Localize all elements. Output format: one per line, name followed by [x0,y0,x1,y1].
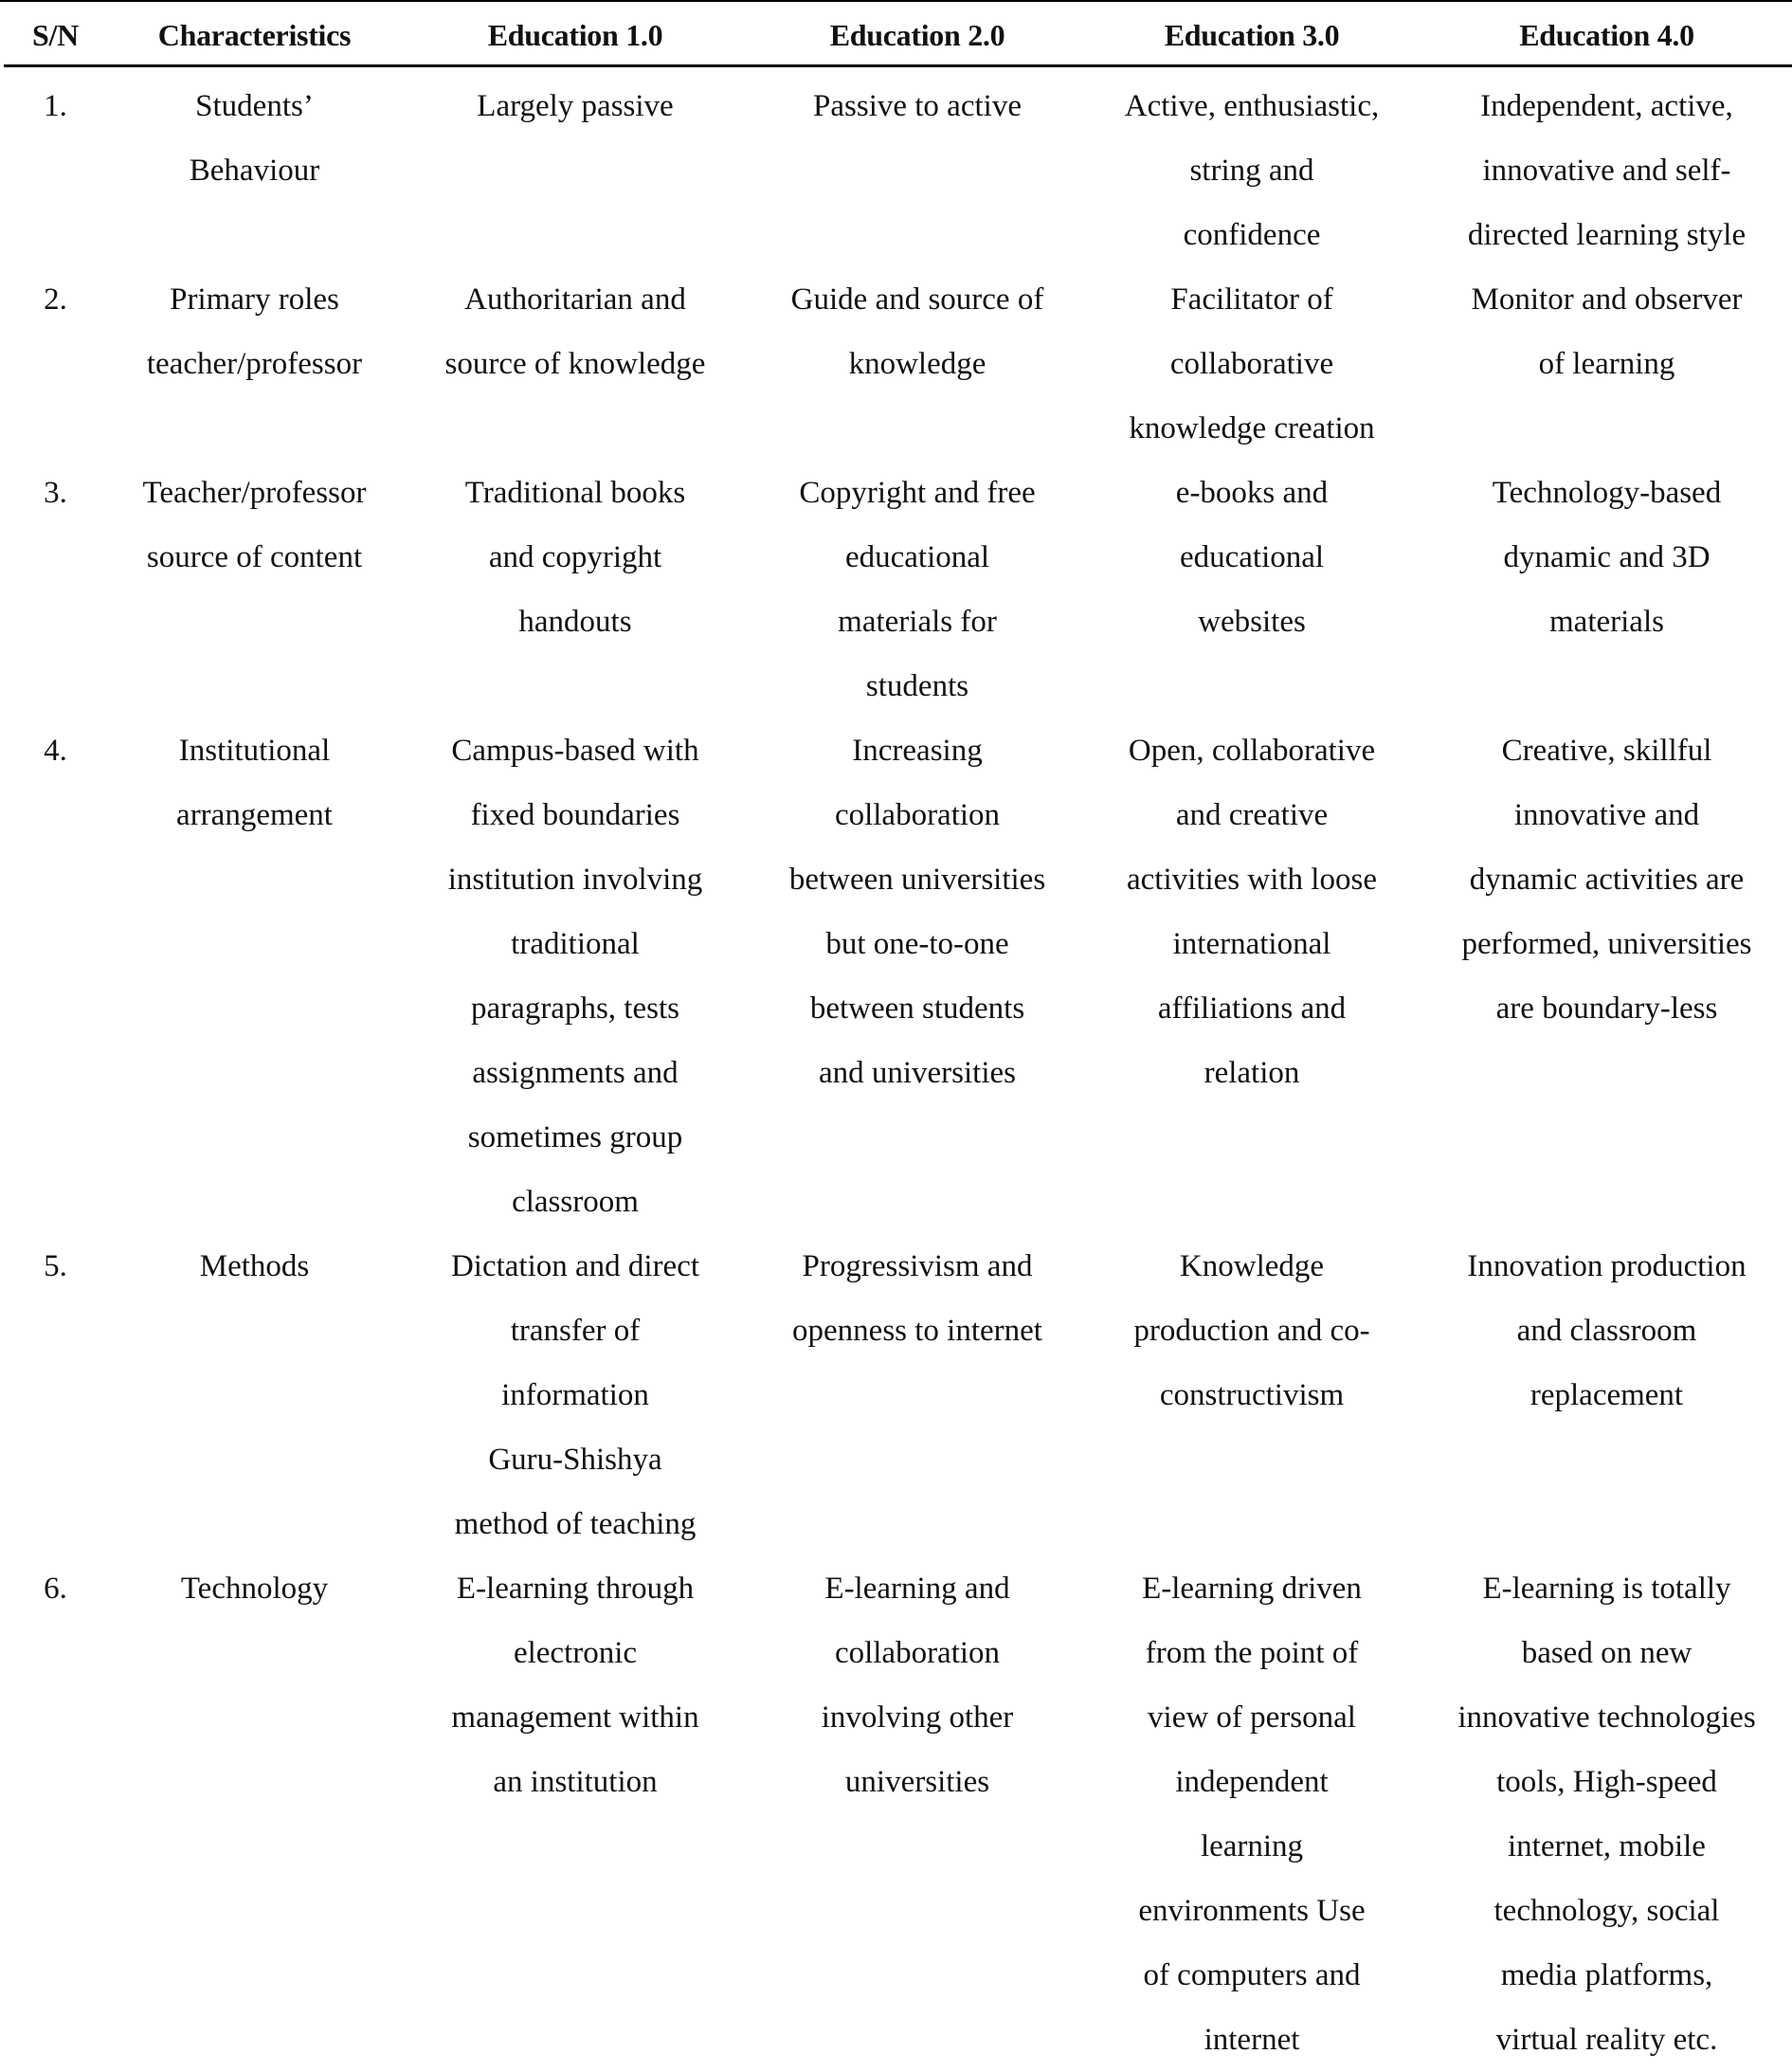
cell-characteristic [111,461,398,718]
cell-text-line: of learning [1538,347,1675,381]
cell-text-line: transfer of [510,1314,641,1348]
cell-text-line: handouts [518,605,632,639]
cell-text-line: e-books and [1175,476,1329,510]
cell-text-line: materials [1549,605,1664,639]
cell-characteristic [111,718,398,1234]
cell-text-line: E-learning is totally [1482,1572,1731,1606]
cell-education-3 [1082,1234,1421,1556]
cell-text-line: involving other [821,1700,1014,1735]
table-row [0,1234,1792,1556]
cell-education-4 [1421,1556,1792,2072]
cell-text-line: of computers and [1143,1958,1361,1992]
cell-sn: 5. [44,1249,67,1283]
cell-text-line: Campus-based with [451,734,699,768]
cell-education-3 [1082,461,1421,718]
table-row [0,461,1792,718]
cell-text-line: learning [1200,1829,1304,1863]
cell-text-line: teacher/professor [146,347,363,381]
cell-text-line: technology, social [1493,1894,1720,1928]
cell-text-line: and classroom [1516,1314,1697,1348]
cell-education-4 [1421,74,1792,267]
cell-sn: 6. [44,1572,67,1606]
cell-text-line: fixed boundaries [470,798,680,832]
cell-text-line: confidence [1183,218,1321,252]
header-education-2: Education 2.0 [829,18,1005,52]
cell-text-line: students [865,669,969,703]
cell-text-line: Largely passive [477,89,674,123]
cell-education-3 [1082,1556,1421,2072]
cell-text-line: educational [844,540,990,574]
cell-text-line: media platforms, [1500,1958,1713,1992]
cell-text-line: production and co- [1133,1314,1370,1348]
cell-education-2 [752,718,1082,1234]
cell-text-line: virtual reality etc. [1495,2023,1718,2057]
table-row [0,267,1792,461]
cell-text-line: paragraphs, tests [471,991,679,1026]
cell-education-2 [752,267,1082,461]
cell-text-line: Open, collaborative [1128,734,1376,768]
cell-education-1 [398,74,752,267]
cell-education-3 [1082,267,1421,461]
cell-text-line: Copyright and free [799,476,1036,510]
cell-text-line: string and [1189,154,1314,188]
cell-text-line: Technology-based [1492,476,1722,510]
header-education-1: Education 1.0 [487,18,663,52]
cell-text-line: based on new [1521,1636,1692,1670]
cell-text-line: arrangement [176,798,333,832]
cell-text-line: Authoritarian and [464,282,686,317]
cell-text-line: relation [1204,1056,1300,1090]
cell-text-line: innovative and self- [1482,154,1731,188]
cell-text-line: institution involving [447,863,703,897]
cell-text-line: but one-to-one [825,927,1009,961]
cell-text-line: an institution [493,1765,658,1799]
cell-text-line: knowledge [848,347,987,381]
cell-characteristic [111,1234,398,1556]
cell-education-3 [1082,718,1421,1234]
cell-sn: 1. [44,89,67,123]
cell-text-line: between universities [788,863,1046,897]
cell-sn: 3. [44,476,67,510]
cell-text-line: are boundary-less [1495,991,1718,1026]
cell-education-3 [1082,74,1421,267]
cell-text-line: classroom [512,1185,639,1219]
cell-text-line: educational [1179,540,1325,574]
cell-text-line: universities [844,1765,990,1799]
cell-text-line: source of knowledge [444,347,706,381]
cell-education-1 [398,718,752,1234]
cell-text-line: tools, High-speed [1496,1765,1717,1799]
cell-education-1 [398,1556,752,2072]
cell-text-line: Technology [180,1572,329,1606]
cell-text-line: dynamic activities are [1469,863,1745,897]
cell-text-line: method of teaching [454,1507,697,1541]
cell-text-line: Facilitator of [1170,282,1333,317]
cell-text-line: directed learning style [1467,218,1747,252]
cell-text-line: Primary roles [170,282,339,317]
cell-text-line: source of content [146,540,363,574]
cell-text-line: openness to internet [792,1314,1042,1348]
cell-text-line: replacement [1530,1378,1684,1412]
cell-education-1 [398,1234,752,1556]
cell-text-line: between students [809,991,1025,1026]
cell-text-line: assignments and [472,1056,679,1090]
cell-text-line: international [1172,927,1331,961]
cell-text-line: Teacher/professor [142,476,367,510]
cell-text-line: view of personal [1148,1700,1356,1735]
cell-text-line: E-learning driven [1142,1572,1362,1606]
cell-characteristic [111,267,398,461]
cell-education-2 [752,1234,1082,1556]
cell-text-line: environments Use [1138,1894,1366,1928]
cell-text-line: Knowledge [1179,1249,1325,1283]
cell-text-line: materials for [838,605,997,639]
table-header-rule [4,64,1792,67]
cell-text-line: Institutional [178,734,331,768]
cell-text-line: Monitor and observer [1471,282,1743,317]
table-row [0,1556,1792,2072]
cell-sn: 2. [44,282,67,317]
cell-education-4 [1421,718,1792,1234]
table-row [0,74,1792,267]
cell-text-line: E-learning and [824,1572,1010,1606]
header-education-3: Education 3.0 [1164,18,1340,52]
cell-education-2 [752,74,1082,267]
table-header-row [0,2,1792,68]
cell-sn: 4. [44,734,67,768]
cell-text-line: innovative technologies [1457,1700,1756,1735]
cell-text-line: Dictation and direct [450,1249,700,1283]
cell-text-line: Creative, skillful [1501,734,1712,768]
cell-education-1 [398,267,752,461]
cell-text-line: Students’ [195,89,314,123]
cell-text-line: constructivism [1159,1378,1345,1412]
cell-characteristic [111,1556,398,2072]
cell-text-line: Passive to active [813,89,1022,123]
cell-text-line: electronic [513,1636,638,1670]
cell-text-line: sometimes group [467,1120,683,1154]
cell-text-line: internet [1204,2023,1300,2057]
cell-text-line: internet, mobile [1508,1829,1706,1863]
cell-text-line: Behaviour [189,154,320,188]
cell-text-line: E-learning through [456,1572,695,1606]
cell-education-4 [1421,1234,1792,1556]
cell-text-line: Innovation production [1467,1249,1747,1283]
cell-text-line: collaboration [834,798,1001,832]
cell-text-line: Progressivism and [802,1249,1033,1283]
header-sn: S/N [32,18,79,52]
cell-education-2 [752,461,1082,718]
cell-text-line: Increasing [852,734,983,768]
cell-text-line: Guide and source of [790,282,1044,317]
cell-text-line: traditional [511,927,640,961]
cell-text-line: performed, universities [1461,927,1752,961]
cell-education-4 [1421,267,1792,461]
cell-text-line: Traditional books [464,476,686,510]
cell-text-line: Guru-Shishya [488,1443,662,1477]
cell-text-line: dynamic and 3D [1503,540,1711,574]
cell-education-1 [398,461,752,718]
cell-text-line: Active, enthusiastic, [1124,89,1380,123]
cell-characteristic [111,74,398,267]
cell-text-line: management within [451,1700,699,1735]
cell-text-line: innovative and [1513,798,1700,832]
cell-text-line: collaboration [834,1636,1001,1670]
cell-text-line: collaborative [1169,347,1334,381]
cell-text-line: affiliations and [1157,991,1347,1026]
header-education-4: Education 4.0 [1519,18,1694,52]
cell-text-line: independent [1175,1765,1329,1799]
cell-education-4 [1421,461,1792,718]
cell-education-2 [752,1556,1082,2072]
cell-text-line: Methods [199,1249,310,1283]
cell-text-line: and universities [818,1056,1017,1090]
header-characteristics: Characteristics [157,18,352,52]
cell-text-line: Independent, active, [1480,89,1733,123]
cell-text-line: activities with loose [1127,863,1377,897]
cell-text-line: from the point of [1145,1636,1359,1670]
table-row [0,718,1792,1234]
cell-text-line: information [501,1378,649,1412]
cell-text-line: and creative [1175,798,1329,832]
cell-text-line: knowledge creation [1129,411,1375,445]
cell-text-line: websites [1198,605,1306,639]
cell-text-line: and copyright [488,540,662,574]
